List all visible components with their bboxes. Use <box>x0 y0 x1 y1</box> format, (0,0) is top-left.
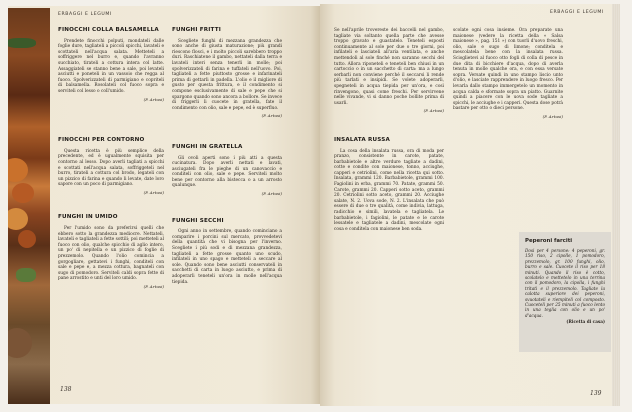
recipe-text: La cosa della insalata russa, ora di moda per pranzo, consistente in carote, patate, barbabietole e altre verdure tagliate a dadini, cotte e condite con maionese, tonno, acciughe, capperi e cetriolini, come nella ricetta qui sotto. Insalata, grammi 120. Barbabietole, grammi 100. Fagiolini in erba, grammi 70. Patate, grammi 50. Carote, grammi 20. Capperi sotto aceto, grammi 20. Cetriolini sotto aceto, grammi 20. Acciughe salate, N. 2. Uova sode, N. 2. L'insalata che può essere di due o tre qualità, come indivia, lattuga, radicchio e simili, lavatela e tagliatela. Le barbabietole, i fagiolini, le patate e le carote lessatele e tagliatele a dadini, mescolate ogni cosa e conditela con maionese ben soda. <box>334 148 444 232</box>
recipe-title: FINOCCHI PER CONTORNO <box>58 137 145 144</box>
column-3 <box>334 28 444 233</box>
recipe-title: FUNGHI IN UMIDO <box>58 214 118 221</box>
running-head-left: ERBAGGI E LEGUMI <box>58 12 112 17</box>
box-title: Peperoni farciti <box>525 238 573 244</box>
recipe-title: FUNGHI FRITTI <box>172 27 221 33</box>
recipe-box-peperoni <box>519 232 611 352</box>
running-head-right: ERBAGGI E LEGUMI <box>550 10 604 15</box>
recipe-author: (P. Artusi) <box>423 108 444 114</box>
left-page <box>8 6 320 404</box>
recipe-title: FUNGHI SECCHI <box>172 217 224 224</box>
page-edges <box>612 4 620 406</box>
page-number-left: 138 <box>60 386 72 393</box>
recipe-author: (P. Artusi) <box>143 189 164 195</box>
recipe-author: (P. Artusi) <box>143 96 164 102</box>
recipe-title: FUNGHI IN GRATELLA <box>172 143 243 150</box>
recipe-author: (P. Artusi) <box>261 191 282 197</box>
box-credit: (Ricetta di casa) <box>566 319 605 325</box>
column-2 <box>172 28 282 286</box>
recipe-text: Prendete finocchi polputi, mondateli dalle foglie dure, tagliateli a piccoli spicchi, lavateli e scottateli nell'acqua salata. Metteteli a soffriggere nel burro e, quando l'avranno succhiato, tirateli a cottura intera col latte. Assaggiateli se stanno bene a sale, poi levateli asciutti e poneteli in un vassoio che regga al fuoco. Spolverizzateli di parmigiano e copriteli di balsamella. Rosolateli col fuoco sopra e serviteli col lesso o coll'umido. <box>58 38 164 94</box>
box-text: Dosi per 4 persone: 4 peperoni, gr. 150 riso, 2 cipolle, 1 pomodoro, prezzemolo, gr. 100 funghi, olio, burro e sale. Cuocete il riso per 18 minuti. Quando il riso è cotto, scolatelo e mettetelo in una terrina con il pomodoro, la cipolla, i funghi tritati e il prezzemolo. Tagliate la calotta superiore dei peperoni, svuotateli e riempiteli col composto. Cuoceteli per 25 minuti a fuoco lento in una teglia con olio e un po' d'acqua. <box>525 248 605 318</box>
recipe-author: (P. Artusi) <box>261 113 282 119</box>
recipe-author: (P. Artusi) <box>143 284 164 289</box>
open-book <box>8 4 628 408</box>
recipe-text: Scegliete funghi di mezzana grandezza che sono anche di giusta maturazione; più grandi riescono flosci, e i molto piccoli sarebbero troppo duri. Raschiatene il gambo, nettateli dalla terra e lavateli interi senza tenerli in molle; poi spolverizzateli di farina e tuffateli nell'uovo. Poi, tagliateli a fette piuttosto grosse e infarinateli prima di gettarli in padella. L'olio e il migliore di gusto per questa frittura, e il condimento si compone esclusivamente di sale e pepe che si spargono quando sono ancora a bollore. Se invece di friggerli li cuocete in gratella, fate il condimento con olio, sale e pepe, ed è superfluo. <box>172 38 282 111</box>
food-photo-strip <box>8 8 50 404</box>
recipe-text: Se nell'aprile trovereste dei baccelli nel gambo, tagliate via soltanto quella parte che avesse troppo gravato e guastatelo. Teneteli esposti continuamente al sole per due o tre giorni, poi infilateli e lasciateli all'aria ventilata, e anche mettendoli al sole finché non saranno secchi del tutto. Allora riponeteli e teneteli ben chiusi in un cartoccio o in un sacchetto di carta: ma a lungo serbarli non conviene perché il seccarsi li rende più tarlati e insipidi. Se volete adoperarli, spegneteli in acqua tiepida per un'ora, e così rinvengono, quasi come freschi. Per servirvene nelle vivande, vi si danno poche bollite prima di usarli. <box>334 28 444 106</box>
recipe-text: Ogni anno in settembre, quando cominciano a comparire i porcini sul mercato, provvedetevi della quantità che vi bisogna per l'inverno. Scegliete i più sodi e di mezzana grandezza, tagliateli a fette grosse quanto uno scudo, infilateli in uno spago e metteteli a seccare al sole. Quando sono bene asciutti conservateli in sacchetti di carta in luogo asciutto, e prima di adoperarli teneteli un'ora in molle nell'acqua tiepida. <box>172 229 282 285</box>
recipe-text: Questa ricetta è più semplice della precedente, ed è ugualmente squisita per contorno al lesso. Dopo averli tagliati a spicchi e scottati nell'acqua salata, soffriggeteli nel burro, tirateli a cottura col brodo, legateli con un pizzico di farina e quando li levate, date loro sapore con un poco di parmigiano. <box>58 148 164 188</box>
recipe-text: Per l'umido sono da preferirsi quelli che ebbero sotto la grandezza mediocre. Nettateli, lavateli e tagliateli a fette sottili; poi metteteli al fuoco con olio, qualche spicchio di aglio intero, un po' di nepitella e un pizzico di foglie di prezzemolo. Quando l'olio comincia a gorgogliare, gettatevi i funghi, conditeli con sale e pepe e, a mezza cottura, bagnateli con sugo di pomodoro. Serviteli caldi sopra fette di pane arrostito e unti del loro umido. <box>58 226 164 282</box>
column-4 <box>453 28 563 120</box>
recipe-text: Gli ovoli aperti sono i più atti a questa cucinatura. Dopo averli nettati e lavati, asciugateli fra le pieghe di un canovaccio e conditeli con olio, sale e pepe. Serviteli molto bene per contorno alla bistecca o a un arrosto qualunque. <box>172 155 282 189</box>
page-number-right: 139 <box>590 390 602 397</box>
recipe-text: scolate ogni cosa insieme. Ora preparate una maionese (vedere la ricetta della « Salsa maionese », pag. 151 ») con tuorli d'uovo freschi, olio, sale e sugo di limone; conditela e mescolatela bene con la insalata russa. Scioglietevi al fuoco otto fogli di colla di pesce in due dita di bicchiere d'acqua, dopo di averla tenuta in molle qualche ora, e con essa versate sopra. Versate quindi in uno stampo liscio unto d'olio, e lasciate rapprendere in luogo fresco. Per levarla dallo stampo immergetelo un momento in acqua calda e sformate sopra un piatto. Guarnite quindi a piacere con le uova sode tagliate a spicchi, le acciughe e i capperi. Questa dose potrà bastare per otto o dieci persone. <box>453 28 563 112</box>
recipe-author: (P. Artusi) <box>542 113 563 119</box>
column-1 <box>58 28 164 290</box>
recipe-title: FINOCCHI COLLA BALSAMELLA <box>58 27 159 33</box>
recipe-title: INSALATA RUSSA <box>334 136 391 143</box>
